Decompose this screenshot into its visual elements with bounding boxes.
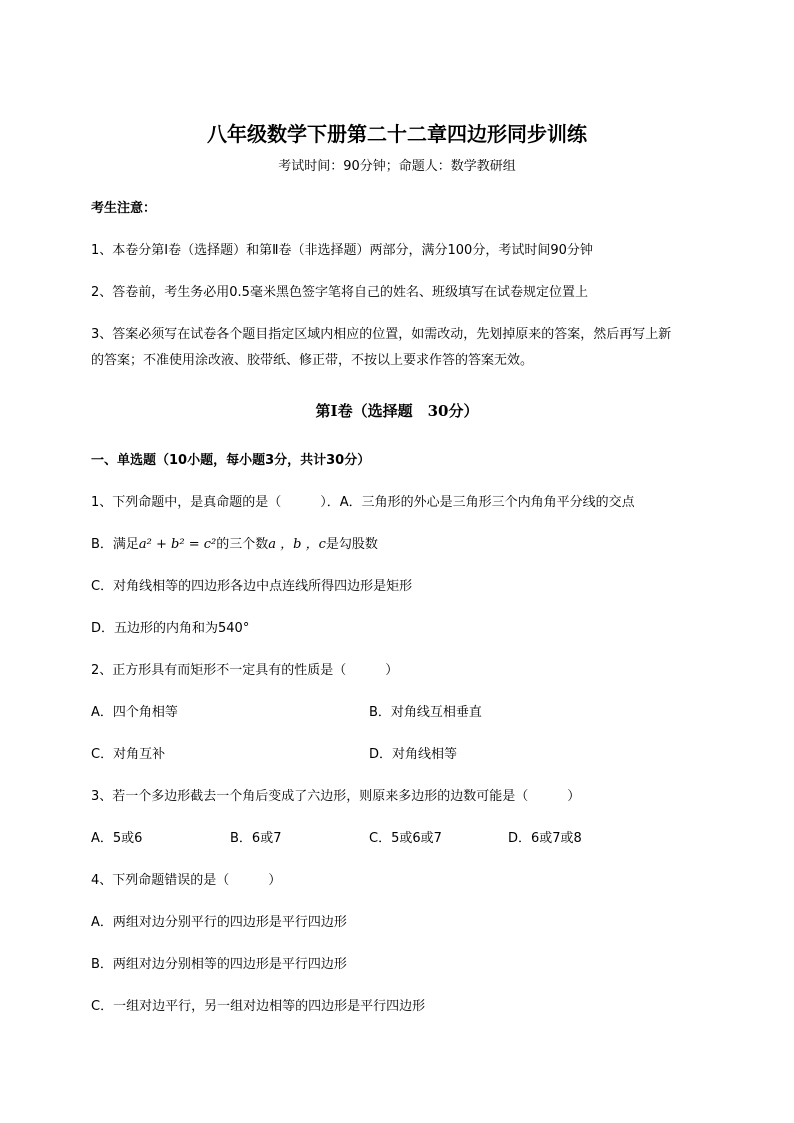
question-3-option-a: A．5或6: [91, 831, 143, 846]
option-b-middle: 的三个数: [216, 537, 269, 552]
notice-item-1: 1、本卷分第I卷（选择题）和第Ⅱ卷（非选择题）两部分，满分100分，考试时间90分钟: [91, 243, 593, 258]
question-4-option-c: C．一组对边平行，另一组对边相等的四边形是平行四边形: [91, 999, 426, 1014]
notice-heading: 考生注意：: [91, 201, 157, 216]
question-4-option-b: B．两组对边分别相等的四边形是平行四边形: [91, 957, 347, 972]
section-title: 第I卷（选择题 30分）: [315, 402, 479, 420]
question-1-option-d: D．五边形的内角和为540°: [91, 621, 250, 636]
question-4-stem: 4、下列命题错误的是（ ）: [91, 873, 282, 888]
formula-pythagorean: a² + b² = c²: [138, 537, 217, 552]
part-heading: 一、单选题（10小题，每小题3分，共计30分）: [91, 453, 371, 468]
question-2-option-a: A．四个角相等: [91, 705, 178, 720]
notice-item-2: 2、答卷前，考生务必用0.5毫米黑色签字笔将自己的姓名、班级填写在试卷规定位置上: [91, 285, 588, 300]
question-2-option-d: D．对角线相等: [369, 747, 458, 762]
question-4-option-a: A．两组对边分别平行的四边形是平行四边形: [91, 915, 347, 930]
question-3-option-b: B．6或7: [230, 831, 282, 846]
option-b-suffix: 是勾股数: [325, 537, 378, 552]
formula-variables: a ，b ，c: [268, 537, 326, 552]
question-1-option-b: [91, 536, 378, 554]
question-3-option-c: C．5或6或7: [369, 831, 442, 846]
notice-item-3-cont: 的答案；不准使用涂改液、胶带纸、修正带，不按以上要求作答的答案无效。: [91, 353, 534, 368]
page-title: 八年级数学下册第二十二章四边形同步训练: [207, 122, 587, 146]
notice-item-3: 3、答案必须写在试卷各个题目指定区域内相应的位置，如需改动，先划掉原来的答案，然后再写上新: [91, 327, 672, 342]
option-b-prefix: B．满足: [91, 537, 139, 552]
question-1-stem: 1、下列命题中，是真命题的是（ ）．A．三角形的外心是三角形三个内角角平分线的交点: [91, 495, 635, 510]
exam-subtitle: 考试时间：90分钟；命题人：数学教研组: [278, 159, 516, 174]
question-3-option-d: D．6或7或8: [508, 831, 582, 846]
question-1-option-c: C．对角线相等的四边形各边中点连线所得四边形是矩形: [91, 579, 413, 594]
question-2-option-b: B．对角线互相垂直: [369, 705, 482, 720]
question-3-stem: 3、若一个多边形截去一个角后变成了六边形，则原来多边形的边数可能是（ ）: [91, 789, 581, 804]
question-2-stem: 2、正方形具有而矩形不一定具有的性质是（ ）: [91, 663, 399, 678]
question-2-option-c: C．对角互补: [91, 747, 166, 762]
